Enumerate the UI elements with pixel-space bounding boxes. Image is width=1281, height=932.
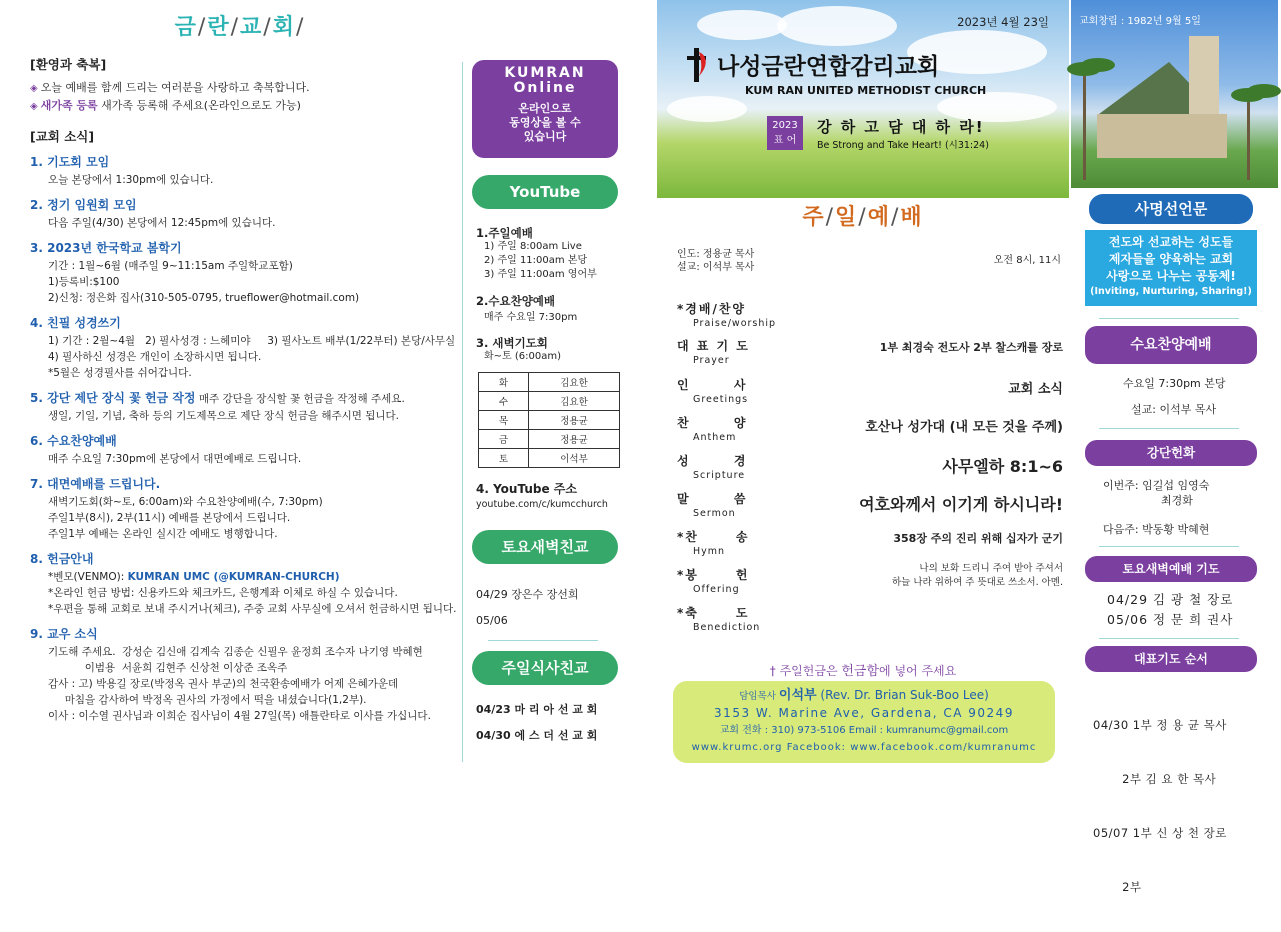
table-row <box>479 392 620 411</box>
online-column <box>462 0 642 777</box>
news-item-line: 새벽기도회(화~토, 6:00am)와 수요찬양예배(수, 7:30pm) <box>48 496 323 508</box>
worship-leaders: 인도: 정용균 목사 설교: 이석부 목사 <box>677 249 755 273</box>
news-item <box>30 551 457 617</box>
church-name: 나성금란연합감리교회 <box>717 54 940 80</box>
order-item-value: 교회 소식 <box>1008 382 1063 397</box>
news-list <box>30 154 457 724</box>
wednesday-time: 수요일 7:30pm 본당 <box>1123 377 1226 390</box>
table-row <box>479 373 620 392</box>
news-item <box>30 315 456 381</box>
venmo-handle: KUMRAN UMC (@KUMRAN-CHURCH) <box>127 571 340 583</box>
news-item <box>30 476 450 542</box>
saturday-prayer-list: 04/29 김 광 철 장로 05/06 정 문 희 권사 <box>1107 592 1234 627</box>
diamond-icon: ◈ <box>30 83 38 94</box>
church-address: 3153 W. Marine Ave, Gardena, CA 90249 <box>714 706 1014 720</box>
worship-title: 주/일/예/배 <box>802 205 924 230</box>
wednesday-preacher: 설교: 이석부 목사 <box>1131 403 1217 416</box>
news-item-line: 기도해 주세요. 강성순 김신애 김계숙 김종순 신필우 윤정희 조수자 나기영 박혜현 <box>48 646 423 658</box>
news-item-line: 주일1부 예배는 온라인 실시간 예배도 병행합니다. <box>48 528 278 540</box>
order-item-label: 대 표 기 도 <box>677 339 750 353</box>
news-item <box>30 154 450 188</box>
order-item-english: Hymn <box>693 546 726 557</box>
news-item-heading: 7. 대면예배를 드립니다. <box>30 477 161 491</box>
worship-time: 오전 8시, 11시 <box>993 255 1061 266</box>
order-item-label: 인 사 <box>677 378 748 392</box>
order-item-label: 말 씀 <box>677 492 748 506</box>
kumran-online-button[interactable]: KUMRAN Online 온라인으로 동영상을 볼 수 있습니다 <box>472 60 618 158</box>
order-item-english: Praise/worship <box>693 318 777 329</box>
order-item <box>677 490 1067 526</box>
news-item-line: *5월은 성경필사를 쉬어갑니다. <box>48 367 192 379</box>
order-item-label: *축 도 <box>677 606 750 620</box>
order-item <box>677 563 1067 602</box>
news-item-heading: 8. 헌금안내 <box>30 552 94 566</box>
order-item-english: Offering <box>693 584 740 595</box>
news-item-line: *온라인 헌금 방법: 신용카드와 체크카드, 은행계좌 이체로 하실 수 있습니다. <box>48 587 398 599</box>
sunday-service-info: 1.주일예배 1) 주일 8:00am Live 2) 주일 11:00am 본당 3) 주일 11:00am 영어부 <box>476 226 597 280</box>
methodist-cross-flame-icon <box>683 46 711 84</box>
order-item-english: Prayer <box>693 355 730 366</box>
order-item-value: 호산나 성가대 (내 모든 것을 주께) <box>865 420 1063 435</box>
motto: 강 하 고 담 대 하 라! <box>817 118 985 136</box>
news-item-heading: 3. 2023년 한국학교 봄학기 <box>30 241 182 255</box>
table-row <box>479 430 620 449</box>
order-item-label: 찬 양 <box>677 416 748 430</box>
motto-english: Be Strong and Take Heart! (시31:24) <box>817 140 989 151</box>
news-item-line: *벤모(VENMO): KUMRAN UMC (@KUMRAN-CHURCH) <box>48 571 340 583</box>
church-building-photo <box>1071 0 1278 188</box>
news-item <box>30 240 450 306</box>
news-title: 금/란/교/회/ <box>174 15 306 40</box>
order-item-label: *찬 송 <box>677 530 750 544</box>
order-item-value: 나의 보화 드리니 주여 받아 주셔서 하늘 나라 위하여 주 뜻대로 쓰소서. 아멘. <box>892 563 1063 588</box>
mission-statement-box: 전도와 선교하는 성도들 제자들을 양육하는 교회 사랑으로 나누는 공동체! (Inviting, Nurturing, Sharing!) <box>1085 230 1257 306</box>
wednesday-service-info: 2.수요찬양예배 매주 수요일 7:30pm <box>476 294 578 323</box>
day-cell: 목 <box>479 411 529 430</box>
order-item-value: 여호와께서 이기게 하시니라! <box>859 495 1063 514</box>
sunday-meal-label: 주일식사친교 <box>472 651 618 685</box>
divider <box>1099 546 1239 547</box>
sunday-meal-list: 04/23 마 리 아 선 교 회 04/30 에 스 더 선 교 회 <box>476 703 598 742</box>
representative-prayer-list: 04/30 1부 정 용 균 목사 2부 김 요 한 목사 05/07 1부 신 상 천 장로 2부 <box>1093 718 1227 894</box>
dawn-prayer-info: 3. 새벽기도회 화~토 (6:00am) <box>476 336 562 362</box>
altar-this-week: 이번주: 임길섭 임영숙 최경화 <box>1103 479 1210 507</box>
news-column <box>0 0 462 777</box>
altar-next-week: 다음주: 박동황 박혜현 <box>1103 523 1210 536</box>
divider <box>488 640 598 641</box>
saturday-prayer-label: 토요새벽예배 기도 <box>1085 556 1257 582</box>
mission-statement-label: 사명선언문 <box>1089 194 1253 224</box>
welcome-line: ◈ 오늘 예배를 함께 드리는 여러분을 사랑하고 축복합니다. <box>30 81 310 94</box>
news-item-heading: 9. 교우 소식 <box>30 627 98 641</box>
representative-prayer-label: 대표기도 순서 <box>1085 646 1257 672</box>
saturday-fellowship-list: 04/29 장은수 장선희 05/06 <box>476 588 579 627</box>
news-item-heading: 6. 수요찬양예배 <box>30 434 117 448</box>
offering-note: † 주일헌금은 헌금함에 넣어 주세요 <box>769 664 957 679</box>
founded-date: 교회창립 : 1982년 9월 5일 <box>1079 16 1201 27</box>
order-item-label: *봉 헌 <box>677 568 750 582</box>
church-web-links[interactable]: www.krumc.org Facebook: www.facebook.com/kumranumc <box>691 742 1037 753</box>
order-item-label: *경배/찬양 <box>677 302 747 316</box>
news-item <box>30 197 450 231</box>
order-item <box>677 414 1067 450</box>
wednesday-worship-label: 수요찬양예배 <box>1085 326 1257 364</box>
bulletin-date: 2023년 4월 23일 <box>957 15 1049 29</box>
news-item-line: 오늘 본당에서 1:30pm에 있습니다. <box>48 174 214 186</box>
order-item <box>677 337 1067 373</box>
divider <box>1099 638 1239 639</box>
order-item <box>677 452 1067 488</box>
dawn-prayer-table <box>478 372 620 468</box>
leader-cell: 이석부 <box>529 449 620 468</box>
news-item-heading: 4. 친필 성경쓰기 <box>30 316 121 330</box>
day-cell: 수 <box>479 392 529 411</box>
news-item-heading: 5. 강단 제단 장식 꽃 헌금 작정 매주 강단을 장식할 꽃 헌금을 작정해 주세요. <box>30 391 405 405</box>
day-cell: 토 <box>479 449 529 468</box>
news-item-heading: 2. 정기 임원회 모임 <box>30 198 137 212</box>
diamond-icon: ◈ <box>30 101 38 112</box>
altar-flowers-label: 강단헌화 <box>1085 440 1257 466</box>
news-item-heading: 1. 기도회 모임 <box>30 155 110 169</box>
news-item-line: 이사 : 이수열 권사님과 이희순 집사님이 4월 27일(목) 애틀란타로 이사를 가십니다. <box>48 710 431 722</box>
contact-box: 담임목사 이석부 (Rev. Dr. Brian Suk-Boo Lee) 3153 W. Marine Ave, Gardena, CA 90249 교회 전화 : 310) 973-5106 Email : kumranumc@gmail.com www.krumc.org Facebook: www.facebook.com/kumranumc <box>673 681 1055 763</box>
news-item-line: 주일1부(8시), 2부(11시) 예배를 본당에서 드립니다. <box>48 512 291 524</box>
leader-cell: 김요한 <box>529 373 620 392</box>
order-item <box>677 528 1067 564</box>
news-item-line: 매주 수요일 7:30pm에 본당에서 대면예배로 드립니다. <box>48 453 302 465</box>
church-banner <box>657 0 1069 198</box>
news-item-line: 생일, 기일, 기념, 축하 등의 기도제목으로 제단 장식 헌금을 해주시면 됩니다. <box>48 410 400 422</box>
welcome-heading: [환영과 축복] <box>30 57 107 72</box>
table-row <box>479 411 620 430</box>
youtube-url[interactable]: youtube.com/c/kumcchurch <box>476 499 608 510</box>
side-column <box>1069 0 1280 894</box>
youtube-button[interactable]: YouTube <box>472 175 618 209</box>
youtube-address: 4. YouTube 주소 youtube.com/c/kumcchurch <box>476 482 608 510</box>
leader-cell: 정용균 <box>529 411 620 430</box>
divider <box>1099 318 1239 319</box>
order-item-value: 358장 주의 진리 위해 십자가 군기 <box>893 532 1063 545</box>
news-item-line: 이범용 서윤희 김현주 신상천 이상준 조옥주 <box>48 662 288 674</box>
news-item-line: 1) 기간 : 2월~4월 2) 필사성경 : 느헤미야 3) 필사노트 배부(1/22부터) 본당/사무실 <box>48 335 456 347</box>
saturday-fellowship-label: 토요새벽친교 <box>472 530 618 564</box>
news-item-line: 4) 필사하신 성경은 개인이 소장하시면 됩니다. <box>48 351 262 363</box>
day-cell: 화 <box>479 373 529 392</box>
table-row <box>479 449 620 468</box>
news-item-line: *우편을 통해 교회로 보내 주시거나(체크), 주중 교회 사무실에 오셔서 헌금하시면 됩니다. <box>48 603 457 615</box>
order-item <box>677 300 1067 336</box>
welcome-line: ◈ 새가족 등록 새가족 등록해 주세요(온라인으로도 가능) <box>30 99 301 112</box>
church-phone-email[interactable]: 교회 전화 : 310) 973-5106 Email : kumranumc@gmail.com <box>719 725 1009 736</box>
news-item-line: 기간 : 1월~6월 (매주일 9~11:15am 주일학교포함) <box>48 260 293 272</box>
order-item-value: 1부 최경숙 전도사 2부 찰스캐를 장로 <box>879 341 1063 354</box>
order-item-english: Sermon <box>693 508 736 519</box>
church-name-english: KUM RAN UNITED METHODIST CHURCH <box>745 84 987 97</box>
worship-column <box>657 0 1069 777</box>
order-item <box>677 604 1067 640</box>
order-item-value: 사무엘하 8:1~6 <box>942 457 1063 476</box>
order-item-english: Greetings <box>693 394 749 405</box>
day-cell: 금 <box>479 430 529 449</box>
order-item-english: Anthem <box>693 432 737 443</box>
leader-cell: 김요한 <box>529 392 620 411</box>
news-item-line: 2)신청: 정은화 집사(310-505-0795, trueflower@hotmail.com) <box>48 292 360 304</box>
notice-heading: [교회 소식] <box>30 129 95 144</box>
order-item-english: Benediction <box>693 622 761 633</box>
year-motto-badge: 2023 표 어 <box>767 116 803 150</box>
news-item <box>30 626 450 724</box>
news-item <box>30 433 450 467</box>
news-item-line: 다음 주일(4/30) 본당에서 12:45pm에 있습니다. <box>48 217 276 229</box>
order-item <box>677 376 1067 412</box>
news-item <box>30 390 450 424</box>
news-item-line: 마침을 감사하여 박정옥 권사의 가정에서 떡을 내셨습니다(1,2부). <box>48 694 367 706</box>
news-item-line: 1)등록비:$100 <box>48 276 120 288</box>
order-item-english: Scripture <box>693 470 746 481</box>
divider <box>1099 428 1239 429</box>
news-item-line: 감사 : 고) 박용길 장로(박정옥 권사 부군)의 천국환송예배가 어제 은혜가운데 <box>48 678 399 690</box>
leader-cell: 정용균 <box>529 430 620 449</box>
order-item-label: 성 경 <box>677 454 748 468</box>
